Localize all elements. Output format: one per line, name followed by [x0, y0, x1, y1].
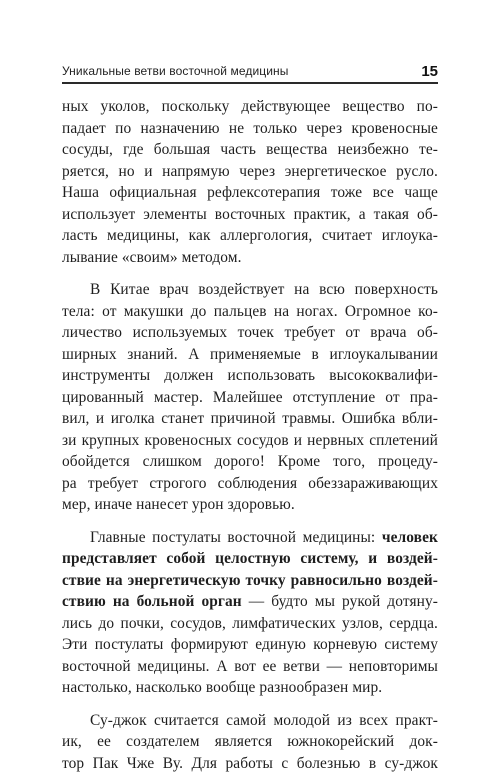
text-line: настолько, насколько вообще разнообразен мир.: [62, 679, 383, 696]
emphasis-text: человек: [381, 528, 438, 546]
paragraph: [62, 96, 438, 268]
text-line: падает по назначению не только через кровеносные: [62, 119, 438, 137]
body-text: [62, 96, 438, 777]
text-line: лись до почки, сосудов, лимфатических узлов, сердца.: [62, 614, 438, 632]
paragraph: [62, 279, 438, 516]
text-line: [62, 591, 438, 613]
text-run: — будто мы рукой дотяну-: [241, 593, 438, 610]
text-line: зи крупных кровеносных сосудов и нервных сплетений: [62, 431, 438, 449]
text-line: ных уколов, поскольку действующее вещество по-: [62, 98, 438, 115]
text-line: использует элементы восточных практик, а такая об-: [62, 205, 438, 223]
text-line: ра требует строгого соблюдения обеззараживающих: [62, 474, 438, 492]
paragraph: [62, 710, 438, 775]
text-line: Эти постулаты формируют единую корневую систему: [62, 636, 438, 653]
text-line: инструменты должен использовать высококвалифи-: [62, 367, 438, 384]
emphasis-text: ствию на больной орган: [62, 593, 242, 610]
text-line: ширных знаний. А применяемые в иглоукалывании: [62, 345, 438, 363]
text-line: сосуды, где большая часть вещества неизбежно те-: [62, 141, 438, 158]
running-title: Уникальные ветви восточной медицины: [62, 64, 289, 78]
text-line: цированный мастер. Малейшее отступление от пра-: [62, 388, 438, 406]
emphasis-text: ствие на энергетическую точку равносильно воздей-: [62, 571, 438, 589]
running-head: [62, 52, 438, 84]
text-line: В Китае врач воздействует на всю поверхность: [90, 281, 438, 298]
text-line: ряется, но и напрямую через энергетическое русло.: [62, 162, 438, 180]
text-line: ик, ее создателем является южнокорейский док-: [62, 733, 438, 750]
text-line: обойдется слишком дорого! Кроме того, процеду-: [62, 453, 438, 470]
text-line: восточной медицины. А вот ее ветви — неповторимы: [62, 657, 438, 675]
text-run: Главные постулаты восточной медицины:: [90, 528, 382, 546]
text-line: личество используемых точек требует от врача об-: [62, 324, 438, 341]
text-line: тела: от макушки до пальцев на ногах. Огромное ко-: [62, 302, 438, 320]
text-line: Су-джок считается самой молодой из всех практ-: [90, 711, 438, 729]
text-line: ласть медицины, как аллергология, считает иглоука-: [62, 227, 438, 244]
text-line: Наша официальная рефлексотерапия тоже все чаще: [62, 184, 438, 201]
emphasis-text: представляет собой целостную систему, и воздей-: [62, 550, 438, 567]
text-line: тор Пак Чже Ву. Для работы с болезнью в су-джок: [62, 754, 438, 772]
text-line: [62, 527, 438, 549]
paragraph: [62, 527, 438, 699]
page-number: 15: [421, 63, 438, 80]
text-line: мер, иначе нанесет урон здоровью.: [62, 496, 295, 513]
text-line: вил, и иголка станет причиной травмы. Ошибка вбли-: [62, 410, 438, 427]
text-line: лывание «своим» методом.: [62, 248, 242, 266]
